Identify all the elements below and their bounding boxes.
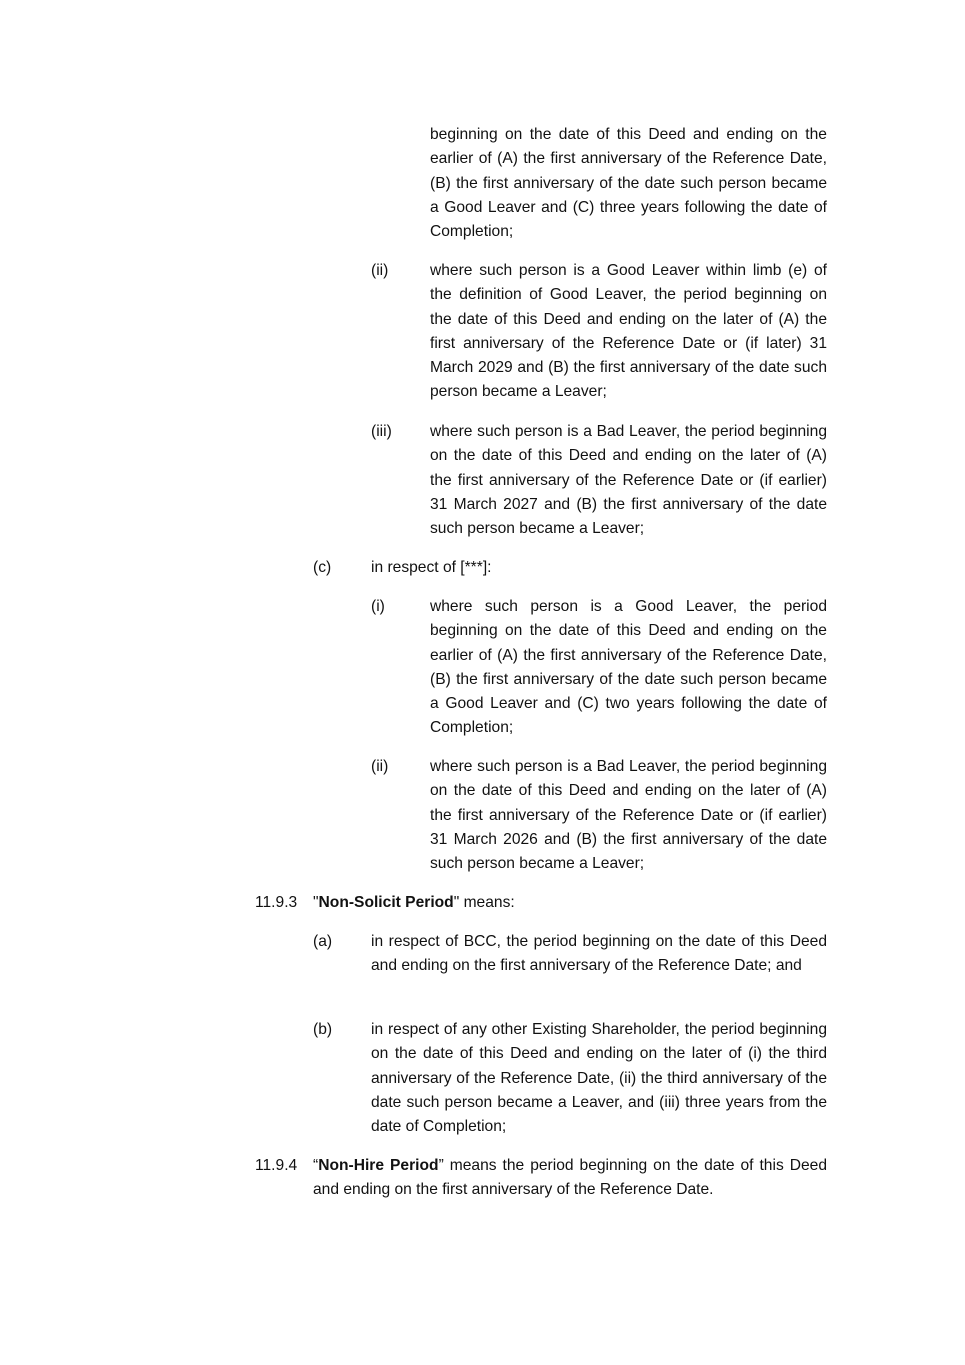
clause-c-i-text: where such person is a Good Leaver, the period beginning on the date of this Deed and ending on the earlier of (A) the first anniversary of the Reference Date, (B) the first anniversary of the date such person became a Good Leaver and (C) two years following the date of Completion; [430,598,827,737]
clause-11-9-3-b-number: (b) [313,1021,333,1038]
clause-c-number: (c) [313,559,332,576]
clause-11-9-3-a-text: in respect of BCC, the period beginning on the date of this Deed and ending on the first anniversary of the Reference Date; and [371,933,827,975]
clause-11-9-3-a-number: (a) [313,933,333,950]
clause-c-ii-number: (ii) [371,758,389,775]
section-11-9-3-heading: "Non-Solicit Period" means: [313,894,515,911]
clause-b-iii-number: (iii) [371,423,392,440]
clause-c-i-number: (i) [371,598,385,615]
section-11-9-4-number: 11.9.4 [255,1157,298,1174]
non-hire-period-term: Non-Hire Period [318,1157,439,1174]
clause-11-9-3-b-text: in respect of any other Existing Shareholder, the period beginning on the date of this Deed and ending on the later of (i) the third anniversary of the Reference Date, (ii) the third anniversary of the date such person became a Leaver, and (iii) three years from the date of Completion; [371,1021,827,1136]
continuation-paragraph: beginning on the date of this Deed and ending on the earlier of (A) the first anniversary of the Reference Date, (B) the first anniversary of the date such person became a Good Leaver and (C) three years following the date of Completion; [430,126,827,241]
clause-b-ii-text: where such person is a Good Leaver within limb (e) of the definition of Good Leaver, the period beginning on the date of this Deed and ending on the later of (A) the first anniversary of the Reference Date or (if later) 31 March 2029 and (B) the first anniversary of the date such person became a Leaver; [430,262,827,401]
clause-c-ii-text: where such person is a Bad Leaver, the period beginning on the date of this Deed and ending on the later of (A) the first anniversary of the Reference Date or (if earlier) 31 March 2026 and (B) the first anniversary of the date such person became a Leaver; [430,758,827,873]
section-11-9-4-text: “Non-Hire Period” means the period beginning on the date of this Deed and ending on the first anniversary of the Reference Date. [313,1157,828,1199]
non-solicit-period-term: Non-Solicit Period [318,894,454,911]
clause-b-ii-number: (ii) [371,262,389,279]
section-11-9-3-number: 11.9.3 [255,894,298,911]
clause-b-iii-text: where such person is a Bad Leaver, the period beginning on the date of this Deed and ending on the later of (A) the first anniversary of the Reference Date or (if earlier) 31 March 2027 and (B) the first anniversary of the date such person became a Leaver; [430,423,827,538]
clause-c-text: in respect of [***]: [371,559,492,576]
